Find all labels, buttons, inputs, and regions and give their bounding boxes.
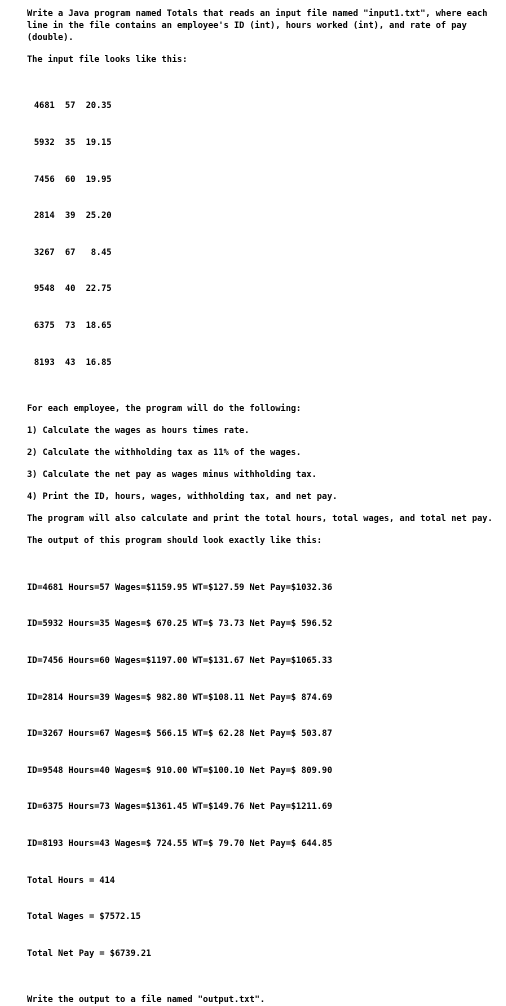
- output-line: ID=7456 Hours=60 Wages=$1197.00 WT=$131.67 Net Pay=$1065.33: [27, 655, 333, 666]
- output-line: ID=6375 Hours=73 Wages=$1361.45 WT=$149.76 Net Pay=$1211.69: [27, 802, 333, 813]
- step-item: 1) Calculate the wages as hours times rate.: [27, 426, 250, 437]
- input-file-listing: [34, 76, 501, 393]
- output-line: ID=8193 Hours=43 Wages=$ 724.55 WT=$ 79.70 Net Pay=$ 644.85: [27, 838, 333, 849]
- input-line: 4681 57 20.35: [34, 101, 112, 112]
- input-line: 6375 73 18.65: [34, 321, 112, 332]
- step-item: 2) Calculate the withholding tax as 11% of the wages.: [27, 448, 302, 459]
- input-line: 5932 35 19.15: [34, 138, 112, 149]
- output-line: ID=3267 Hours=67 Wages=$ 566.15 WT=$ 62.28 Net Pay=$ 503.87: [27, 729, 333, 740]
- step-item: 4) Print the ID, hours, wages, withholding tax, and net pay.: [27, 492, 338, 503]
- input-intro: The input file looks like this:: [27, 55, 188, 65]
- output-line: ID=9548 Hours=40 Wages=$ 910.00 WT=$100.10 Net Pay=$ 809.90: [27, 765, 333, 776]
- output-line: ID=5932 Hours=35 Wages=$ 670.25 WT=$ 73.73 Net Pay=$ 596.52: [27, 619, 333, 630]
- output-line: ID=4681 Hours=57 Wages=$1159.95 WT=$127.59 Net Pay=$1032.36: [27, 582, 333, 593]
- total-line: Total Net Pay = $6739.21: [27, 948, 152, 959]
- input-line: 2814 39 25.20: [34, 211, 112, 222]
- total-line: Total Wages = $7572.15: [27, 912, 141, 923]
- input-line: 3267 67 8.45: [34, 247, 112, 258]
- step-item: 3) Calculate the net pay as wages minus withholding tax.: [27, 470, 317, 481]
- intro-paragraph: Write a Java program named Totals that reads an input file named "input1.txt", where each line in the file contains an employee's ID (int), hours worked (int), and rate of pay (double).: [27, 9, 493, 43]
- input-line: 9548 40 22.75: [34, 284, 112, 295]
- output-intro: The output of this program should look exactly like this:: [27, 536, 322, 547]
- input-line: 8193 43 16.85: [34, 357, 112, 368]
- total-line: Total Hours = 414: [27, 875, 115, 886]
- closing-instruction: Write the output to a file named "output.txt".: [27, 995, 265, 1006]
- steps-intro: For each employee, the program will do the following:: [27, 404, 302, 415]
- input-line: 7456 60 19.95: [34, 174, 112, 185]
- totals-note: The program will also calculate and print the total hours, total wages, and total net pay.: [27, 514, 493, 525]
- output-line: ID=2814 Hours=39 Wages=$ 982.80 WT=$108.11 Net Pay=$ 874.69: [27, 692, 333, 703]
- assignment-document: [27, 8, 501, 1006]
- expected-output-listing: [27, 557, 501, 984]
